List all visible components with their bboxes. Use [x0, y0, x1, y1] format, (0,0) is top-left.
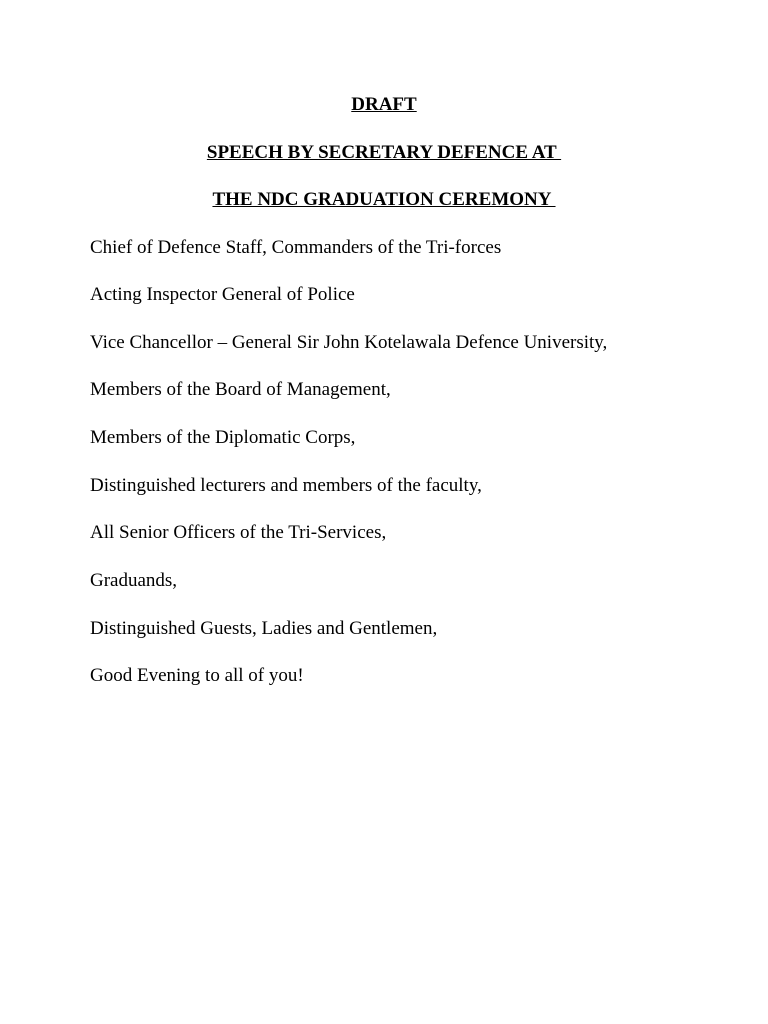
salutation-line: Distinguished lecturers and members of the faculty,	[90, 475, 482, 496]
salutation-line: Members of the Board of Management,	[90, 379, 391, 400]
ceremony-title-heading: THE NDC GRADUATION CEREMONY	[212, 189, 556, 210]
salutation-line: Graduands,	[90, 570, 178, 591]
speech-title-heading: SPEECH BY SECRETARY DEFENCE AT	[206, 142, 562, 163]
salutation-line: Distinguished Guests, Ladies and Gentlemen,	[90, 618, 438, 639]
salutation-line: Members of the Diplomatic Corps,	[90, 427, 356, 448]
greeting-line: Good Evening to all of you!	[90, 665, 304, 686]
draft-heading: DRAFT	[351, 94, 417, 115]
salutation-line: Chief of Defence Staff, Commanders of the Tri-forces	[90, 237, 502, 258]
salutation-line: Vice Chancellor – General Sir John Kotelawala Defence University,	[90, 332, 608, 353]
salutation-line: Acting Inspector General of Police	[90, 284, 355, 305]
salutation-line: All Senior Officers of the Tri-Services,	[90, 522, 387, 543]
